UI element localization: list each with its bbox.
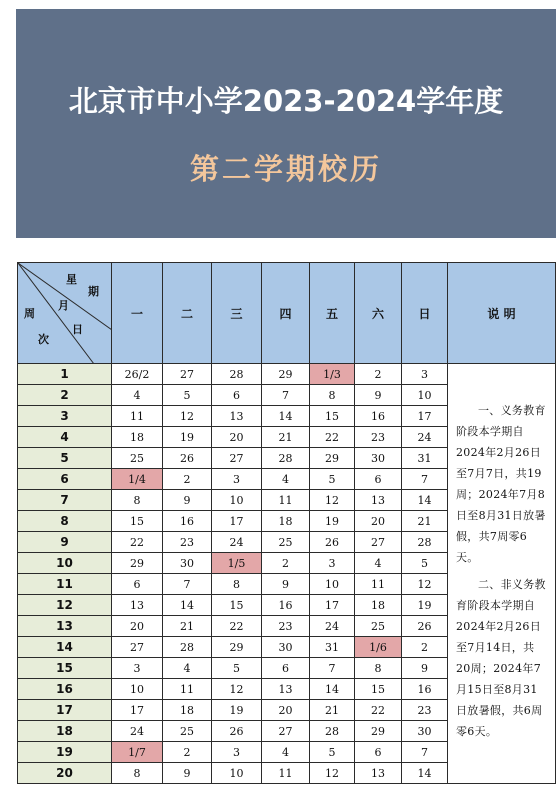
date-cell: 17	[212, 511, 262, 532]
date-cell: 26	[212, 721, 262, 742]
date-cell: 18	[112, 427, 163, 448]
date-cell: 10	[310, 574, 355, 595]
week-number: 13	[18, 616, 112, 637]
week-number: 8	[18, 511, 112, 532]
date-cell: 27	[163, 364, 212, 385]
date-cell: 2	[262, 553, 310, 574]
date-cell: 29	[310, 448, 355, 469]
date-cell: 3	[212, 469, 262, 490]
date-cell: 14	[310, 679, 355, 700]
date-cell: 31	[310, 637, 355, 658]
corner-label-qi: 期	[88, 285, 99, 298]
date-cell: 22	[355, 700, 402, 721]
date-cell: 25	[262, 532, 310, 553]
date-cell: 24	[112, 721, 163, 742]
date-cell: 3	[310, 553, 355, 574]
date-cell: 20	[262, 700, 310, 721]
page-subtitle: 第二学期校历	[189, 152, 382, 186]
date-cell: 20	[212, 427, 262, 448]
date-cell: 20	[112, 616, 163, 637]
date-cell: 19	[310, 511, 355, 532]
date-cell: 4	[163, 658, 212, 679]
date-cell: 26	[310, 532, 355, 553]
date-cell: 9	[163, 490, 212, 511]
date-cell: 8	[310, 385, 355, 406]
date-cell: 27	[355, 532, 402, 553]
date-cell: 7	[310, 658, 355, 679]
date-cell: 23	[163, 532, 212, 553]
date-cell: 29	[212, 637, 262, 658]
day-header: 四	[262, 263, 310, 364]
date-cell: 9	[355, 385, 402, 406]
date-cell: 25	[163, 721, 212, 742]
corner-label-xing: 星	[66, 273, 77, 286]
date-cell: 29	[262, 364, 310, 385]
date-cell: 21	[310, 700, 355, 721]
date-cell: 11	[163, 679, 212, 700]
week-number: 9	[18, 532, 112, 553]
week-number: 16	[18, 679, 112, 700]
date-cell: 16	[402, 679, 448, 700]
date-cell: 8	[355, 658, 402, 679]
date-cell: 28	[163, 637, 212, 658]
date-cell: 17	[112, 700, 163, 721]
date-cell: 31	[402, 448, 448, 469]
week-number: 4	[18, 427, 112, 448]
date-cell: 5	[163, 385, 212, 406]
date-cell: 9	[163, 763, 212, 784]
week-number: 10	[18, 553, 112, 574]
date-cell: 12	[212, 679, 262, 700]
date-cell: 11	[355, 574, 402, 595]
month-start-cell: 1/5	[212, 553, 262, 574]
date-cell: 19	[212, 700, 262, 721]
date-cell: 10	[212, 490, 262, 511]
day-header: 六	[355, 263, 402, 364]
date-cell: 4	[112, 385, 163, 406]
date-cell: 12	[163, 406, 212, 427]
date-cell: 18	[355, 595, 402, 616]
week-number: 11	[18, 574, 112, 595]
date-cell: 2	[163, 469, 212, 490]
date-cell: 3	[112, 658, 163, 679]
corner-label-ri: 日	[72, 323, 83, 336]
date-cell: 5	[310, 469, 355, 490]
date-cell: 27	[112, 637, 163, 658]
header-row	[18, 263, 556, 364]
week-number: 6	[18, 469, 112, 490]
date-cell: 23	[402, 700, 448, 721]
date-cell: 21	[262, 427, 310, 448]
date-cell: 5	[402, 553, 448, 574]
week-number: 17	[18, 700, 112, 721]
date-cell: 7	[163, 574, 212, 595]
date-cell: 16	[163, 511, 212, 532]
date-cell: 30	[163, 553, 212, 574]
date-cell: 17	[402, 406, 448, 427]
corner-label-ci: 次	[38, 333, 49, 346]
week-number: 12	[18, 595, 112, 616]
page-title: 北京市中小学2023-2024学年度	[68, 84, 504, 118]
week-number: 19	[18, 742, 112, 763]
date-cell: 27	[262, 721, 310, 742]
date-cell: 14	[163, 595, 212, 616]
date-cell: 4	[262, 742, 310, 763]
date-cell: 4	[262, 469, 310, 490]
week-number: 1	[18, 364, 112, 385]
date-cell: 21	[163, 616, 212, 637]
date-cell: 12	[310, 490, 355, 511]
day-header: 一	[112, 263, 163, 364]
week-number: 18	[18, 721, 112, 742]
note-paragraph: 一、义务教育阶段本学期自2024年2月26日至7月7日，共19周；2024年7月8日至8月31日放暑假，共7周零6天。	[456, 403, 546, 564]
notes-cell	[448, 364, 556, 784]
date-cell: 10	[112, 679, 163, 700]
date-cell: 25	[112, 448, 163, 469]
date-cell: 3	[212, 742, 262, 763]
date-cell: 24	[402, 427, 448, 448]
week-number: 15	[18, 658, 112, 679]
date-cell: 2	[163, 742, 212, 763]
date-cell: 15	[212, 595, 262, 616]
date-cell: 28	[262, 448, 310, 469]
date-cell: 10	[402, 385, 448, 406]
calendar-body	[18, 364, 556, 784]
date-cell: 8	[112, 763, 163, 784]
date-cell: 6	[112, 574, 163, 595]
week-number: 20	[18, 763, 112, 784]
week-number: 5	[18, 448, 112, 469]
day-header: 日	[402, 263, 448, 364]
date-cell: 7	[262, 385, 310, 406]
date-cell: 6	[212, 385, 262, 406]
day-header: 五	[310, 263, 355, 364]
date-cell: 19	[163, 427, 212, 448]
table-row	[18, 364, 556, 385]
date-cell: 7	[402, 742, 448, 763]
day-header: 二	[163, 263, 212, 364]
date-cell: 16	[355, 406, 402, 427]
date-cell: 23	[355, 427, 402, 448]
month-start-cell: 1/4	[112, 469, 163, 490]
date-cell: 28	[402, 532, 448, 553]
date-cell: 9	[262, 574, 310, 595]
date-cell: 13	[262, 679, 310, 700]
date-cell: 13	[212, 406, 262, 427]
date-cell: 22	[212, 616, 262, 637]
date-cell: 6	[262, 658, 310, 679]
date-cell: 23	[262, 616, 310, 637]
date-cell: 11	[112, 406, 163, 427]
date-cell: 15	[112, 511, 163, 532]
date-cell: 3	[402, 364, 448, 385]
corner-label-yue: 月	[58, 299, 69, 312]
date-cell: 27	[212, 448, 262, 469]
date-cell: 10	[212, 763, 262, 784]
date-cell: 15	[310, 406, 355, 427]
date-cell: 14	[402, 763, 448, 784]
week-number: 14	[18, 637, 112, 658]
notes-header: 说 明	[448, 263, 556, 364]
date-cell: 25	[355, 616, 402, 637]
week-number: 7	[18, 490, 112, 511]
date-cell: 30	[262, 637, 310, 658]
date-cell: 11	[262, 490, 310, 511]
date-cell: 26	[163, 448, 212, 469]
date-cell: 22	[112, 532, 163, 553]
date-cell: 13	[355, 490, 402, 511]
date-cell: 5	[212, 658, 262, 679]
week-number: 3	[18, 406, 112, 427]
date-cell: 13	[355, 763, 402, 784]
date-cell: 28	[212, 364, 262, 385]
date-cell: 13	[112, 595, 163, 616]
date-cell: 6	[355, 742, 402, 763]
date-cell: 14	[402, 490, 448, 511]
date-cell: 29	[112, 553, 163, 574]
week-number: 2	[18, 385, 112, 406]
date-cell: 18	[163, 700, 212, 721]
date-cell: 16	[262, 595, 310, 616]
date-cell: 24	[212, 532, 262, 553]
date-cell: 9	[402, 658, 448, 679]
date-cell: 4	[355, 553, 402, 574]
month-start-cell: 1/6	[355, 637, 402, 658]
date-cell: 18	[262, 511, 310, 532]
date-cell: 14	[262, 406, 310, 427]
date-cell: 26	[402, 616, 448, 637]
date-cell: 7	[402, 469, 448, 490]
date-cell: 17	[310, 595, 355, 616]
date-cell: 20	[355, 511, 402, 532]
date-cell: 12	[310, 763, 355, 784]
date-cell: 28	[310, 721, 355, 742]
date-cell: 6	[355, 469, 402, 490]
date-cell: 12	[402, 574, 448, 595]
date-cell: 21	[402, 511, 448, 532]
date-cell: 30	[402, 721, 448, 742]
date-cell: 24	[310, 616, 355, 637]
date-cell: 30	[355, 448, 402, 469]
corner-cell	[18, 263, 112, 364]
date-cell: 5	[310, 742, 355, 763]
date-cell: 8	[212, 574, 262, 595]
month-start-cell: 1/7	[112, 742, 163, 763]
date-cell: 29	[355, 721, 402, 742]
date-cell: 8	[112, 490, 163, 511]
date-cell: 26/2	[112, 364, 163, 385]
date-cell: 22	[310, 427, 355, 448]
day-header: 三	[212, 263, 262, 364]
date-cell: 2	[402, 637, 448, 658]
date-cell: 15	[355, 679, 402, 700]
title-banner	[16, 9, 556, 238]
date-cell: 19	[402, 595, 448, 616]
date-cell: 11	[262, 763, 310, 784]
date-cell: 2	[355, 364, 402, 385]
school-calendar-table	[17, 262, 556, 784]
month-start-cell: 1/3	[310, 364, 355, 385]
corner-label-zhou: 周	[24, 307, 35, 320]
note-paragraph: 二、非义务教育阶段本学期自2024年2月26日至7月14日，共20周；2024年7月15日至8月31日放暑假，共6周零6天。	[456, 577, 546, 738]
